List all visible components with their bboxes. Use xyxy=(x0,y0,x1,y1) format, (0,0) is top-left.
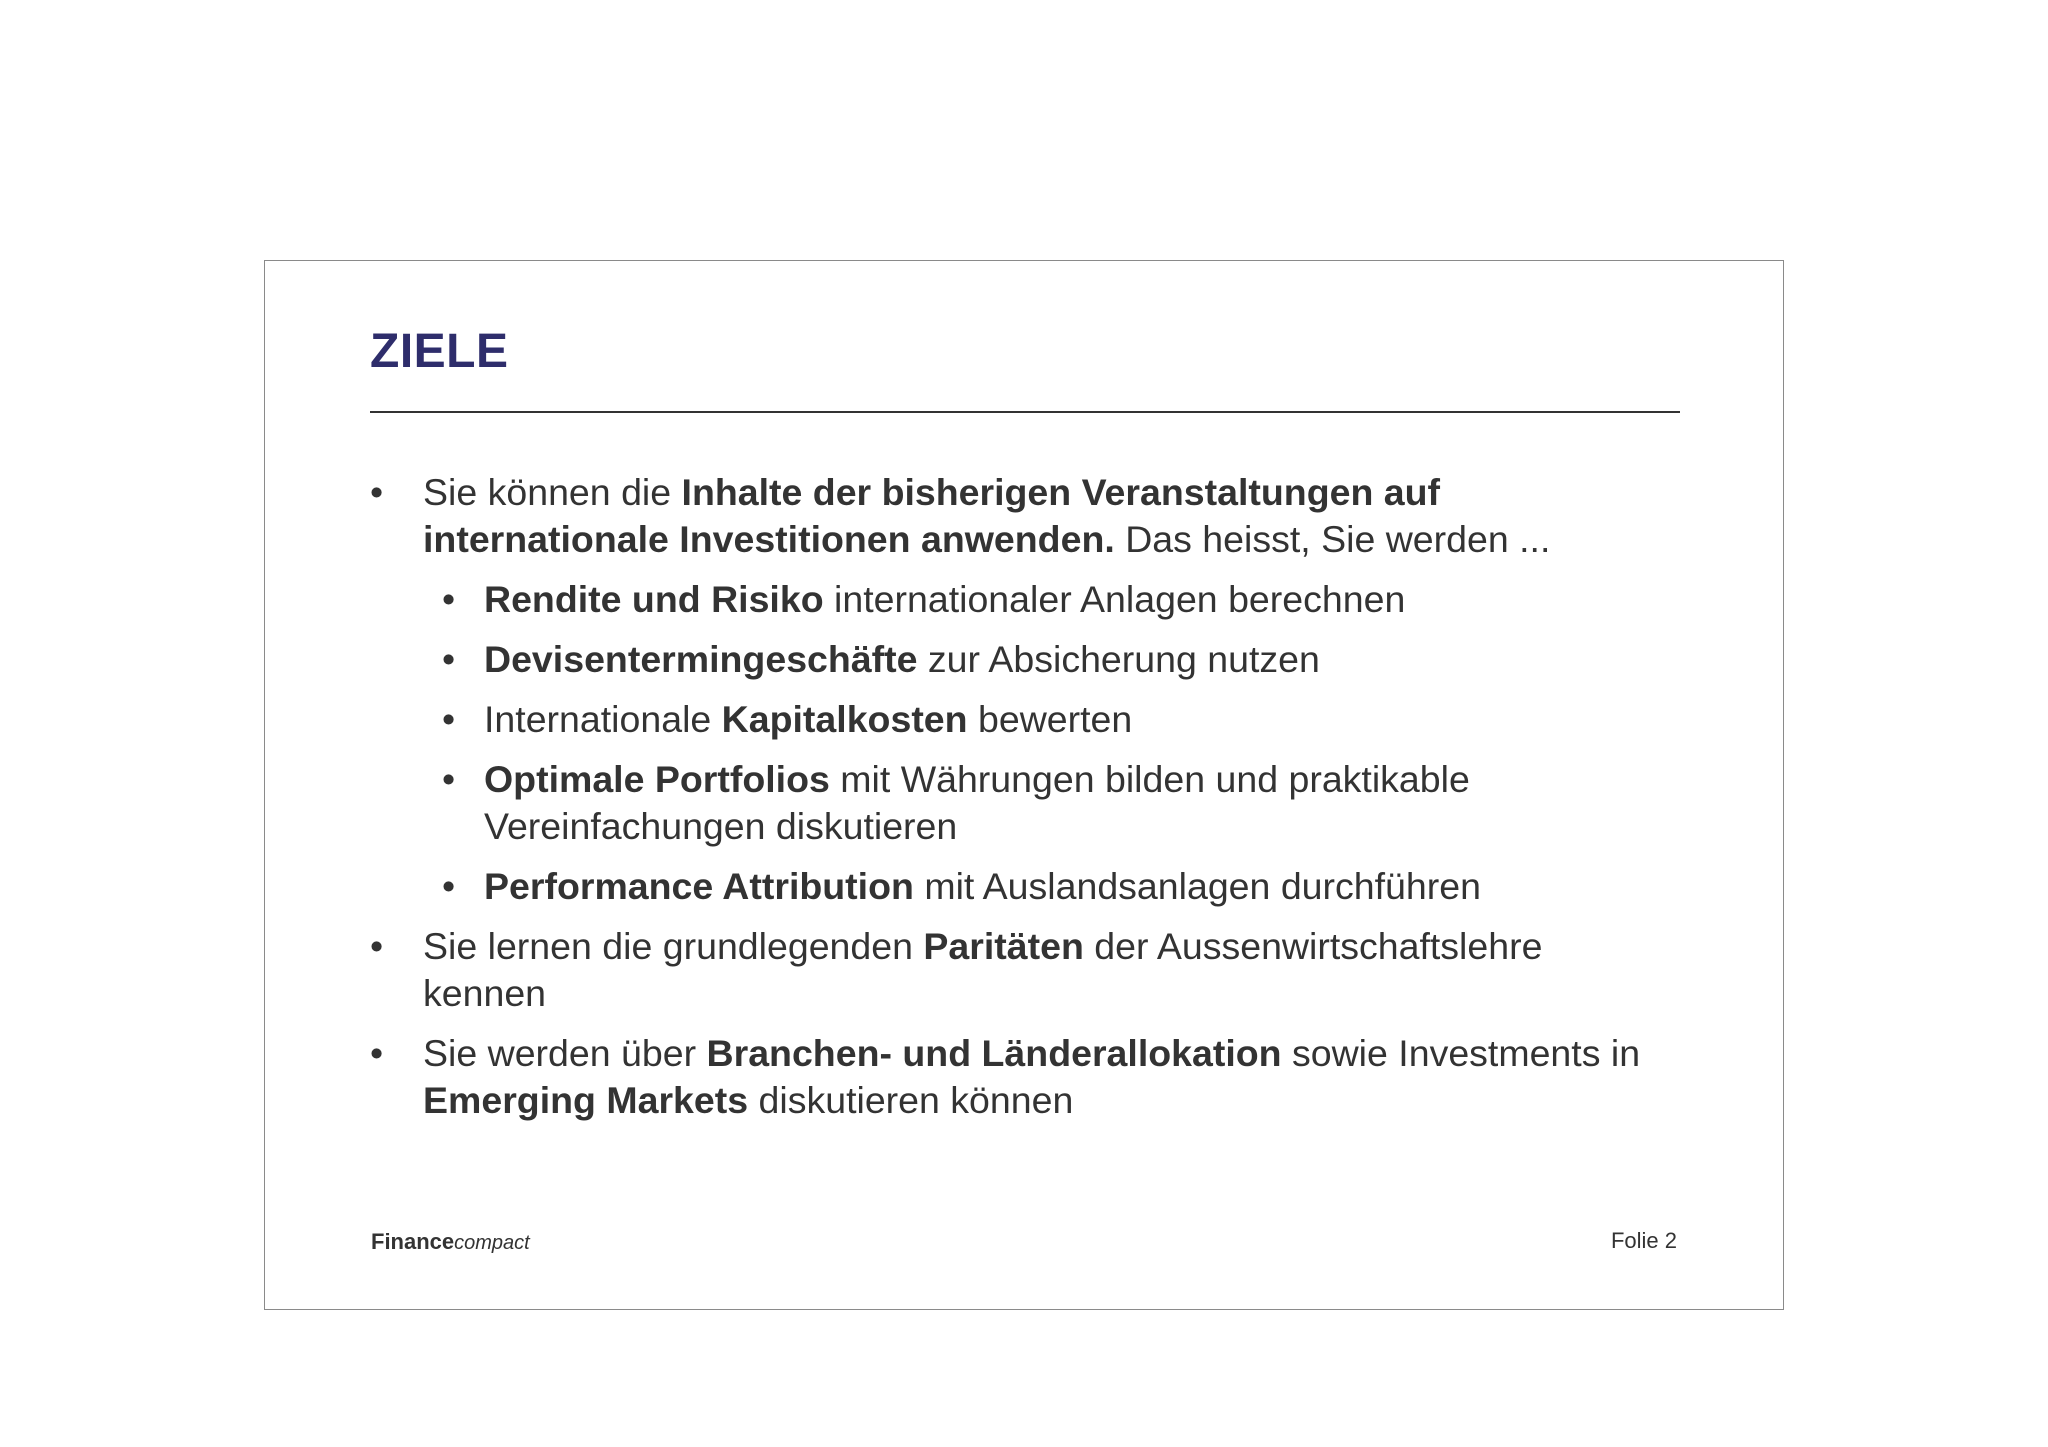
text-phrase: Sie werden über xyxy=(423,1032,707,1074)
bold-phrase: Inhalte der bisherigen Veranstaltungen auf internationale Investitionen anwenden. xyxy=(423,471,1441,560)
sub-bullet-text xyxy=(484,578,1405,620)
bullet-item xyxy=(370,469,1670,910)
finance-compact-logo xyxy=(371,1231,530,1253)
bullet-text xyxy=(423,925,1542,1014)
bold-phrase: Branchen- und Länderallokation xyxy=(706,1032,1282,1074)
sub-bullet-list xyxy=(423,576,1670,910)
text-phrase: mit Auslandsanlagen durchführen xyxy=(913,865,1481,907)
sub-bullet-item xyxy=(370,696,1670,743)
sub-bullet-text xyxy=(484,758,1470,847)
bold-phrase: Emerging Markets xyxy=(423,1079,749,1121)
text-phrase: Das heisst, Sie werden ... xyxy=(1114,518,1551,560)
text-phrase: sowie Investments in xyxy=(1281,1032,1641,1074)
text-phrase: diskutieren können xyxy=(748,1079,1074,1121)
bullet-item xyxy=(370,923,1670,1017)
sub-bullet-text xyxy=(484,865,1481,907)
text-phrase: Sie können die xyxy=(423,471,682,513)
sub-bullet-item xyxy=(370,863,1670,910)
sub-bullet-item xyxy=(370,576,1670,623)
bullet-dot-icon: • xyxy=(370,1032,384,1074)
text-phrase: internationaler Anlagen berechnen xyxy=(823,578,1406,620)
text-phrase: bewerten xyxy=(967,698,1133,740)
text-phrase: Sie lernen die grundlegenden xyxy=(423,925,924,967)
slide-number: Folie 2 xyxy=(1610,1228,1677,1253)
bold-phrase: Optimale Portfolios xyxy=(484,758,830,800)
bold-phrase: Performance Attribution xyxy=(484,865,914,907)
bullet-dot-icon: • xyxy=(442,865,456,907)
bullet-text xyxy=(423,471,1550,560)
slide-title: ZIELE xyxy=(370,325,509,378)
bold-phrase: Devisentermingeschäfte xyxy=(484,638,918,680)
text-phrase: Internationale xyxy=(484,698,722,740)
bullet-dot-icon: • xyxy=(370,925,384,967)
bold-phrase: Kapitalkosten xyxy=(721,698,968,740)
bullet-text xyxy=(423,1032,1640,1121)
bullet-item xyxy=(370,1030,1670,1124)
sub-bullet-text xyxy=(484,698,1132,740)
bold-phrase: Paritäten xyxy=(923,925,1084,967)
title-divider xyxy=(370,411,1680,413)
logo-compact-text: compact xyxy=(454,1232,530,1254)
bullet-dot-icon: • xyxy=(370,471,384,513)
bullet-dot-icon: • xyxy=(442,578,456,620)
text-phrase: der Aussenwirtschaftslehre kennen xyxy=(423,925,1543,1014)
text-phrase: mit Währungen bilden und praktikable Vereinfachungen diskutieren xyxy=(484,758,1470,847)
sub-bullet-item xyxy=(370,636,1670,683)
sub-bullet-item xyxy=(370,756,1670,850)
bullet-list xyxy=(370,469,1670,1124)
bullet-dot-icon: • xyxy=(442,638,456,680)
slide-frame xyxy=(264,260,1784,1310)
logo-finance-text: Finance xyxy=(371,1229,455,1254)
slide-body xyxy=(370,469,1670,1137)
sub-bullet-text xyxy=(484,638,1320,680)
bullet-dot-icon: • xyxy=(442,698,456,740)
bold-phrase: Rendite und Risiko xyxy=(484,578,824,620)
bullet-dot-icon: • xyxy=(442,758,456,800)
text-phrase: zur Absicherung nutzen xyxy=(917,638,1320,680)
